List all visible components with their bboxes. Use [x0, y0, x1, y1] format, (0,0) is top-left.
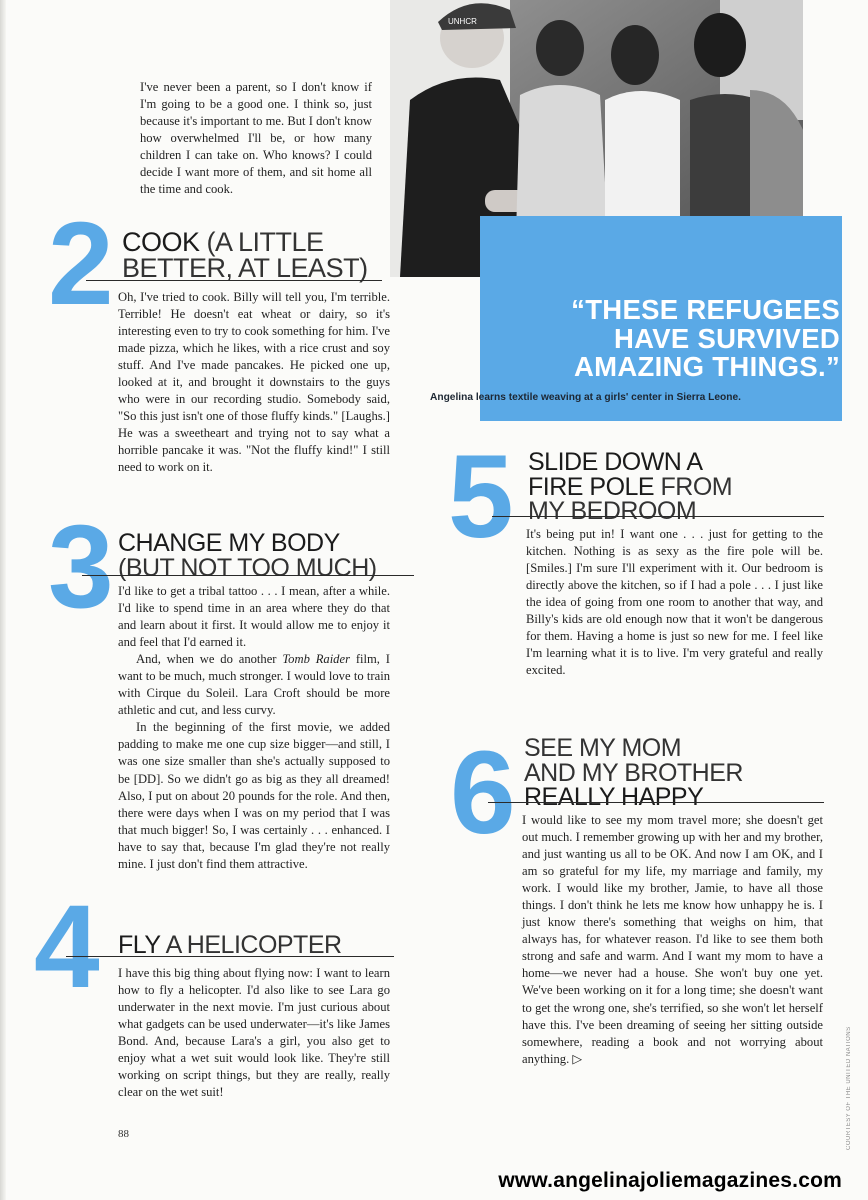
- heading-light-line3: MY BEDROOM: [528, 497, 697, 525]
- section-4-body: [118, 965, 390, 1101]
- text-run: film, I want to be much, much stronger. I would love to train with Cirque du Soleil. Lara Croft should be more athletic and cut, and less curvy.: [118, 652, 390, 718]
- website-watermark: www.angelinajoliemagazines.com: [498, 1169, 842, 1192]
- section-5-heading: [528, 450, 732, 524]
- photo-caption: Angelina learns textile weaving at a girls' center in Sierra Leone.: [430, 392, 741, 403]
- heading-light: A HELICOPTER: [160, 931, 342, 959]
- heading-light: FROM: [654, 472, 733, 501]
- section-2-rule: [86, 280, 382, 281]
- section-3-paragraph-1: I'd like to get a tribal tattoo . . . I mean, after a while. I'd like to spend time in an area where they do that and learn about it first. It would allow me to enjoy it and feel that I'd earned it.: [118, 584, 390, 650]
- section-number-4: 4: [34, 881, 100, 1013]
- photo-credit: COURTESY OF THE UNITED NATIONS: [846, 1026, 852, 1150]
- section-4-heading: [118, 933, 342, 958]
- section-number-3: 3: [48, 501, 114, 633]
- section-6-heading: [524, 736, 743, 810]
- heading-bold: SLIDE DOWN A: [528, 448, 703, 476]
- heading-light-line2: BETTER, AT LEAST): [122, 253, 368, 284]
- section-6-paragraph: I would like to see my mom travel more; she doesn't get out much. I remember growing up with her and my brother, and just wanting us all to be OK. And now I am OK, and I am so grateful for my life, my marriage and family, my work. I would like my brother, Jamie, to have all those things. I don't think he lets me know how unhappy he is. I just know there's something that weighs on him, that always has, for whatever reason. I'd like to see them both strong and safe and warm. And I want my mom to have a home—we never had a house. She won't buy one yet. We've been working on it for a long time; she doesn't want to get the wrong one, she's terrified, so she won't let herself have this. I've been dreaming of seeing her sitting outside somewhere, reading a book and not worrying about anything. ▷: [522, 813, 823, 1066]
- section-2-paragraph: Oh, I've tried to cook. Billy will tell you, I'm terrible. Terrible! He doesn't eat wheat or dairy, so it's interesting even to try to cook something for him. I've made pizza, which he likes, with a rice crust and soy stuff. And I've made pancakes. He picked one up, looked at it, and brought it downstairs to the guys who were in our recording studio. Somebody said, "So this just isn't one of those fluffy kinds." [Laughs.] He was a sweetheart and trying not to say what a horrible pancake it was. "Not the fluffy kind!" I still need to work on it.: [118, 290, 390, 475]
- section-number-2: 2: [48, 198, 114, 330]
- section-6-body: [522, 812, 823, 1068]
- film-title: Tomb Raider: [282, 652, 350, 667]
- section-5-paragraph: It's being put in! I want one . . . just for getting to the kitchen. Nothing is as sexy as the fire pole will be. [Smiles.] I'm sure I'll experiment with it. Our bedroom is directly above the kitchen, so if I had a pole . . . I just like the idea of going from one room to another that way, and Billy's kids are old enough now that it won't be dangerous for them. Having a home is just so new for me. I feel like I'm learning what it is to live. I'm very grateful and really excited.: [526, 527, 823, 678]
- section-5-rule: [492, 516, 824, 517]
- page-gutter-shadow: [0, 0, 6, 1200]
- heading-bold: FLY: [118, 931, 161, 959]
- section-4-paragraph: I have this big thing about flying now: I want to learn how to fly a helicopter. I'd also like to see Lara go underwater in the next movie. I'm just curious about what gadgets can be used underwater—it's like James Bond. And, because Lara's a girl, you also get to enjoy what a wet suit would look like. They're still working on script things, but they are really, really clear on the wet suit!: [118, 966, 390, 1100]
- section-3-rule: [82, 575, 414, 576]
- cap-logo: UNHCR: [448, 17, 477, 26]
- pull-quote: “THESE REFUGEES HAVE SURVIVED AMAZING THINGS.”: [571, 294, 840, 382]
- heading-bold: COOK: [122, 227, 200, 257]
- intro-paragraph: [140, 79, 372, 198]
- heading-bold: REALLY HAPPY: [524, 783, 704, 811]
- section-3-body: [118, 583, 390, 873]
- section-6-rule: [488, 802, 824, 803]
- section-3-heading: [118, 531, 377, 580]
- section-3-paragraph-2: [118, 651, 390, 719]
- text-run: And, when we do another: [136, 652, 283, 667]
- heading-light-line2: AND MY BROTHER: [524, 758, 743, 787]
- heading-light-line2: (BUT NOT TOO MUCH): [118, 553, 377, 582]
- section-4-rule: [66, 956, 394, 957]
- section-number-5: 5: [448, 431, 514, 563]
- heading-bold: CHANGE MY BODY: [118, 529, 340, 557]
- section-2-body: [118, 289, 390, 477]
- section-3-paragraph-3: In the beginning of the first movie, we added padding to make me one cup size bigger—and still, I was one size smaller than she's actually supposed to be [DD]. So we didn't go as big as they all dreamed! Also, I put on about 20 pounds for the role. And then, there were days when I was on my period that I was that much bigger! So, I was certainly . . . enhanced. I have to say that, because I'm glad they're not really mine. I just don't find them attractive.: [118, 720, 390, 871]
- section-5-body: [526, 526, 823, 679]
- heading-light: (A LITTLE: [199, 227, 324, 257]
- section-number-6: 6: [450, 727, 516, 859]
- section-2-heading: [122, 229, 368, 282]
- intro-text: I've never been a parent, so I don't know if I'm going to be a good one. I think so, just because it's important to me. But I don't know how overwhelmed I'll be, or how many children I can take on. Who knows? I could decide I want more of them, and sit home all the time and cook.: [140, 80, 372, 197]
- heading-light-line1: SEE MY MOM: [524, 734, 682, 762]
- heading-bold: FIRE POLE: [528, 472, 655, 501]
- page-number: 88: [118, 1128, 129, 1140]
